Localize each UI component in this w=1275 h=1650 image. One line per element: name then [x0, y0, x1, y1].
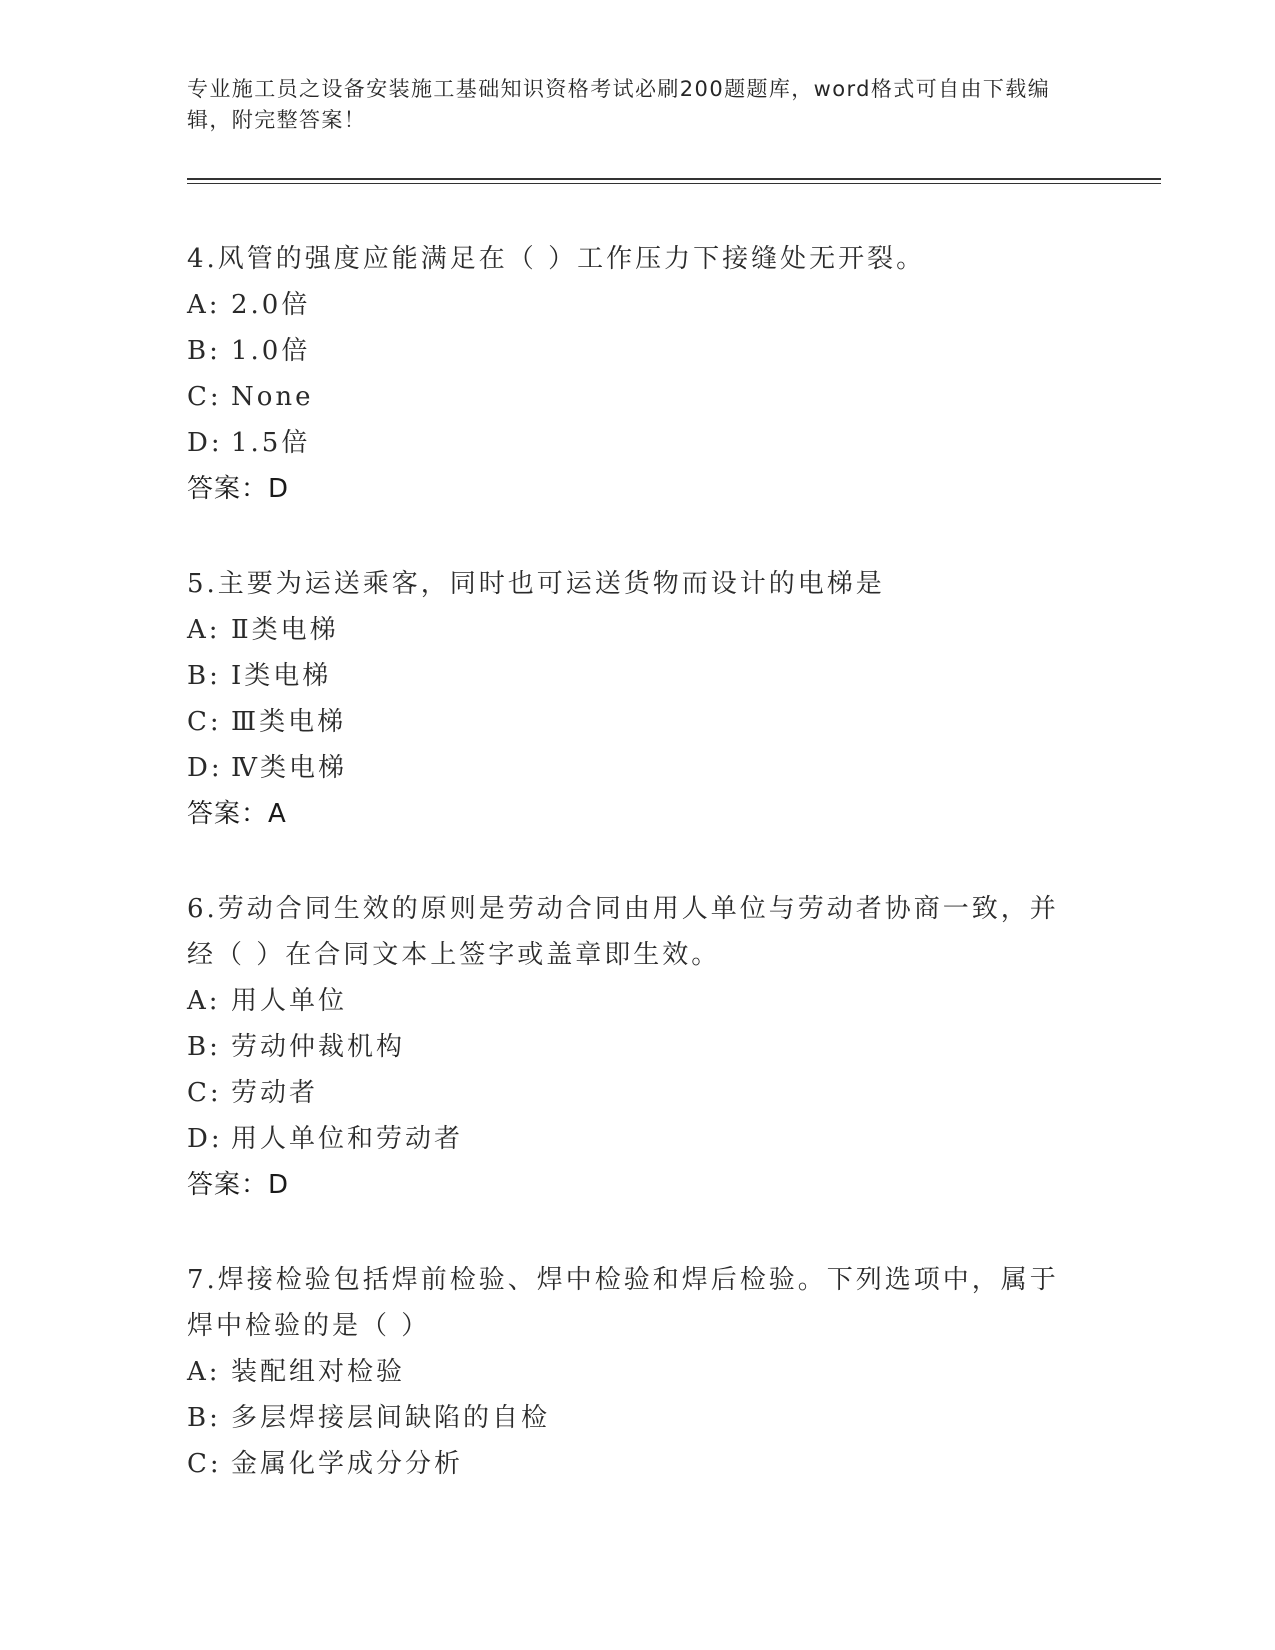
option-letter: D: — [187, 428, 223, 458]
question-item — [187, 886, 1087, 1208]
option-text: 2.0倍 — [231, 290, 311, 320]
header-divider-thick — [187, 178, 1161, 180]
option-c — [187, 699, 1087, 745]
option-c — [187, 1441, 1087, 1487]
option-letter: C: — [187, 1078, 222, 1108]
option-text: 用人单位 — [231, 986, 348, 1016]
question-item — [187, 1257, 1087, 1487]
header-divider-thin — [187, 183, 1161, 184]
option-text: 1.0倍 — [231, 336, 311, 366]
question-list — [187, 236, 1087, 1536]
option-a — [187, 607, 1087, 653]
option-text: 装配组对检验 — [231, 1357, 406, 1387]
option-text: 劳动仲裁机构 — [231, 1032, 406, 1062]
option-letter: A: — [187, 615, 221, 645]
option-text: Ⅳ类电梯 — [231, 753, 347, 783]
option-a — [187, 978, 1087, 1024]
option-a — [187, 1349, 1087, 1395]
question-item — [187, 561, 1087, 837]
question-stem: 6.劳动合同生效的原则是劳动合同由用人单位与劳动者协商一致，并经（ ）在合同文本上签字或盖章即生效。 — [187, 894, 1059, 970]
option-b — [187, 1024, 1087, 1070]
option-text: 金属化学成分分析 — [231, 1449, 464, 1479]
question-stem: 4.风管的强度应能满足在（ ）工作压力下接缝处无开裂。 — [187, 244, 926, 274]
answer-line: 答案：A — [187, 799, 287, 829]
option-c — [187, 1070, 1087, 1116]
option-d — [187, 1116, 1087, 1162]
option-text: Ⅲ类电梯 — [231, 707, 347, 737]
option-letter: A: — [187, 290, 221, 320]
option-d — [187, 420, 1087, 466]
question-stem: 5.主要为运送乘客，同时也可运送货物而设计的电梯是 — [187, 569, 885, 599]
option-b — [187, 328, 1087, 374]
option-letter: C: — [187, 1449, 222, 1479]
option-letter: C: — [187, 382, 222, 412]
option-letter: B: — [187, 336, 221, 366]
option-c — [187, 374, 1087, 420]
option-text: 多层焊接层间缺陷的自检 — [231, 1403, 551, 1433]
option-text: Ⅱ类电梯 — [231, 615, 339, 645]
option-letter: D: — [187, 753, 223, 783]
option-text: 劳动者 — [231, 1078, 319, 1108]
option-letter: A: — [187, 986, 221, 1016]
option-text: Ⅰ类电梯 — [231, 661, 332, 691]
document-header: 专业施工员之设备安装施工基础知识资格考试必刷200题题库，word格式可自由下载编辑，附完整答案！ — [187, 77, 1051, 132]
answer-line: 答案：D — [187, 474, 290, 504]
option-letter: A: — [187, 1357, 221, 1387]
option-letter: B: — [187, 1032, 221, 1062]
option-b — [187, 1395, 1087, 1441]
option-text: None — [231, 382, 314, 412]
option-letter: D: — [187, 1124, 223, 1154]
option-a — [187, 282, 1087, 328]
option-text: 1.5倍 — [231, 428, 311, 458]
option-d — [187, 745, 1087, 791]
answer-line: 答案：D — [187, 1170, 290, 1200]
question-item — [187, 236, 1087, 512]
option-letter: B: — [187, 661, 221, 691]
option-letter: C: — [187, 707, 222, 737]
question-stem: 7.焊接检验包括焊前检验、焊中检验和焊后检验。下列选项中，属于焊中检验的是（ ） — [187, 1265, 1059, 1341]
option-letter: B: — [187, 1403, 221, 1433]
option-text: 用人单位和劳动者 — [231, 1124, 464, 1154]
option-b — [187, 653, 1087, 699]
